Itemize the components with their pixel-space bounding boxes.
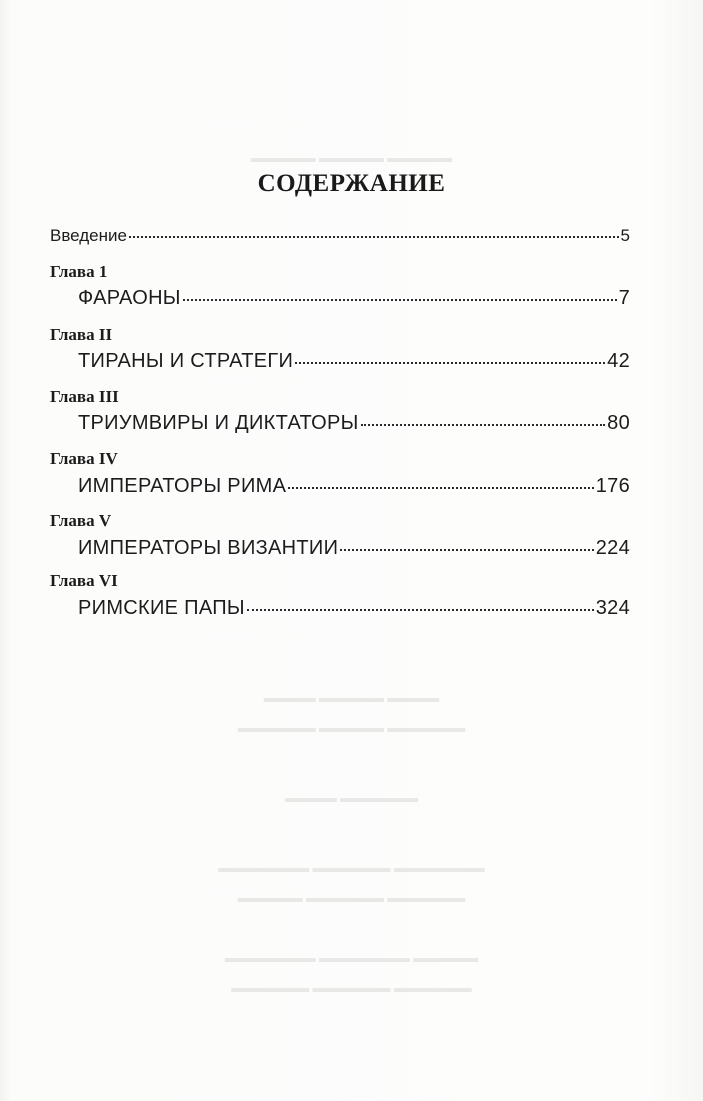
chapter-number: Глава IV	[50, 449, 118, 468]
dot-leader	[295, 362, 605, 364]
chapter-title: ТИРАНЫ И СТРАТЕГИ	[78, 350, 294, 372]
show-through-text: ▬▬▬▬▬ ▬▬▬▬▬ ▬▬▬▬▬	[250, 150, 453, 165]
chapter-number: Глава III	[50, 387, 119, 406]
dot-leader	[340, 549, 593, 551]
toc-entry-chapter[interactable]	[78, 597, 630, 620]
dot-leader	[183, 299, 617, 301]
chapter-title: ТРИУМВИРЫ И ДИКТАТОРЫ	[78, 412, 359, 434]
chapter-number: Глава 1	[50, 262, 108, 281]
toc-page-number: 80	[607, 412, 630, 434]
toc-page-number: 176	[595, 475, 630, 497]
toc-entry-chapter[interactable]	[78, 475, 630, 498]
chapter-number: Глава VI	[50, 571, 118, 590]
show-through-text: ▬▬▬▬▬▬▬ ▬▬▬▬▬▬▬ ▬▬▬▬▬	[224, 950, 479, 965]
show-through-text: ▬▬▬▬▬▬ ▬▬▬▬▬ ▬▬▬▬▬▬	[237, 720, 466, 735]
toc-page-number: 324	[595, 597, 630, 619]
show-through-text: ▬▬▬▬ ▬▬▬▬▬▬	[284, 790, 419, 805]
show-through-text: ▬▬▬▬▬▬ ▬▬▬▬▬▬ ▬▬▬▬▬▬	[231, 980, 472, 995]
show-through-text: ▬▬▬▬▬▬▬ ▬▬▬▬▬▬ ▬▬▬▬▬▬▬	[218, 860, 485, 875]
toc-title: СОДЕРЖАНИЕ	[257, 170, 446, 197]
show-through-text: ▬▬▬▬ ▬▬▬▬▬ ▬▬▬▬	[263, 690, 440, 705]
chapter-number: Глава II	[50, 325, 113, 344]
toc-entry-label: Введение	[50, 226, 127, 245]
chapter-title: ФАРАОНЫ	[78, 287, 181, 309]
dot-leader	[288, 487, 593, 489]
toc-page-number: 224	[595, 537, 630, 559]
toc-entry-chapter[interactable]	[78, 350, 630, 373]
toc-page-number: 7	[618, 287, 630, 309]
toc-page-number: 5	[620, 226, 630, 245]
toc-page-number: 42	[607, 350, 630, 372]
toc-entry-chapter[interactable]	[78, 537, 630, 560]
toc-entry-chapter[interactable]	[78, 412, 630, 435]
toc-entry-chapter[interactable]	[78, 287, 630, 310]
chapter-title: ИМПЕРАТОРЫ ВИЗАНТИИ	[78, 537, 339, 559]
toc-entry-intro[interactable]	[50, 226, 630, 246]
chapter-number: Глава V	[50, 511, 112, 530]
chapter-title: ИМПЕРАТОРЫ РИМА	[78, 475, 287, 497]
dot-leader	[129, 236, 619, 238]
chapter-title: РИМСКИЕ ПАПЫ	[78, 597, 245, 619]
dot-leader	[247, 609, 594, 611]
show-through-text: ▬▬▬▬▬ ▬▬▬▬▬▬ ▬▬▬▬▬▬	[237, 890, 466, 905]
dot-leader	[361, 424, 605, 426]
